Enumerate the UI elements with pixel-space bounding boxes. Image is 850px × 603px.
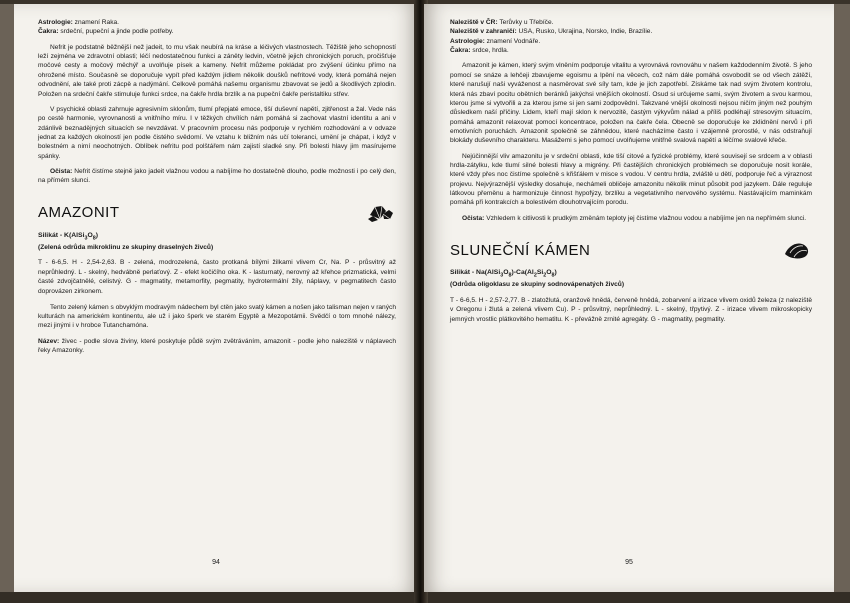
right-page-column [450, 18, 812, 324]
body-paragraph: Amazonit je kámen, který svým vlněním podporuje vitalitu a vyrovnává rovnováhu v našem každodenním životě. S jeho pomocí se snáze a lehčeji zbavujeme egoismu a lpění na věcech, což nám dále pomáhá osvobodit se od všech zátěží, které narušují naši vyváženost a nasměrovat své síly tam, kde je jich zapotřebí. Získáme tak nad svým životem kontrolu, která nás zbaví pocitu obětních beránků jakýchsi vnějších okolností. Osud si určujeme sami, svým životem a svou karmou, kterou jsme si vytvořili a za kterou jsme si jen sami zodpovědní. Takzvané vnější okolnosti nejsou ničím jiným než pouhým důsledkem naší příčiny. Lidem, kteří mají sklon k nervozitě, častým výkyvům nálad a příliš podléhají stresovým situacím, pomáhá amazonit relaxovat pomocí koncentrace, položen na čakře čela. Obecně se doporučuje ke zklidnění nervů i při emotivních poruchách. Amazonit společně se záhnědou, které nacházíme často i vzájemně prorostlé, v nás odstraňují blokády duševního charakteru. Masážemi s jeho pomocí uvolňujeme vnitřně svalová napětí a léčíme svalové křeče. [450, 62, 812, 145]
chakra-line [450, 46, 812, 55]
astrology-label: Astrologie: [450, 37, 485, 45]
astrology-line [450, 37, 812, 46]
body-paragraph: Tento zelený kámen s obvyklým modravým nádechem byl ctěn jako svatý kámen a nošen jako talisman nejen v raných kulturách na americkém kontinentu, ale už i jako šperk ve starém Egyptě a Mezopotámii. Svědčí o tom mnohé nálezy, mezi jinými i v hrobce Tutanchamóna. [38, 303, 396, 330]
astrology-value: znamení Vodnáře. [484, 37, 541, 45]
right-page [424, 4, 834, 592]
astrology-label: Astrologie: [38, 19, 73, 26]
mineral-properties: T - 6-6,5. H - 2,54-2,63. B - zelená, modrozelená, často protkaná bílými žilkami vlivem Cr, Na. P - průsvitný až neprůhledný. L - skelný, hedvábně perlaťový. Z - efekt kočičího oka. K - lasturnatý, nerovný až křehce prizmatická, velmi časté zdvojčatnělé, celistvý. G - magmatity, metamorfity, pegmatity, hydrotermální žíly, náplavy, v pegmatitech často doprovázen zirkonem. [38, 259, 396, 296]
locality-abroad-line [450, 27, 812, 36]
care-note [38, 167, 396, 186]
mineral-formula: Silikát - $K(AlSi_3O_8)$ [38, 231, 99, 242]
locality-cz-line [450, 18, 812, 27]
left-page [14, 4, 418, 592]
page-number-right: 95 [625, 559, 633, 566]
body-paragraph: Nejúčinnější vliv amazonitu je v srdeční oblasti, kde tiší citové a fyzické problémy, které souvisejí se srdcem a v oblasti hrdla-zátylku, kde tlumí silné bolesti hlavy a migrény. Při častějších chronických problémech se doporučuje nosit korále, které vždy přes noc čistíme společně s křišťálem v misce s vodou. V centru hrdla, zvláště u dětí, podporuje řeč a výraznost projevu. Nejvýraznější výsledky dosahuje, nechámeli obličeje amazonitu několik minut působit pod jazykem. Dále reguluje látkovou přeměnu a harmonizuje činnost hypofýzy, brzlíku a vegetativního nervového systému. Nastávajícím maminkám pomáhá při kontrakcích a bolestivém dlouhotrvajícím porodu. [450, 152, 812, 207]
locality-cz-value: Terůvky u Třebíče. [497, 19, 554, 26]
chakra-line [38, 27, 396, 36]
page-number-left: 94 [212, 559, 220, 566]
care-text: Vzhledem k citlivosti k prudkým změnám teploty jej čistíme vlažnou vodou a nabíjíme jen na nepřímém slunci. [484, 214, 807, 222]
care-note [450, 214, 812, 223]
mineral-properties: T - 6-6,5. H - 2,57-2,77. B - zlatožlutá, oranžově hnědá, červeně hnědá, zobarvení a irizace vlivem oxidů železa (z naleziště v Oregonu i žlutá a zelená vlivem Cu). P - průsvitný, neprůhledný. L - skelný, třpytivý. Z - irizace vlivem mikroskopicky jemných vrostlic plátkovitého hematitu. K - převážně zrnité agregáty. G - magmatity, pegmatity. [450, 296, 812, 323]
body-paragraph: Nefrit je podstatně běžnější než jadeit, to mu však neubírá na kráse a léčivých vlastnostech. Těžiště jeho schopností leží zejména ve zdravotní oblasti; léčí nedostatečnou funkci a záněty ledvin, včetně jejich chronických poruch, pročišťuje močové cesty a močový měchýř a uvolňuje písek a kameny. Nefrit můžeme pokládat pro zvýšení účinku přímo na ohrožené místo. Současně se doporučuje vypít před každým jídlem několik doušků nefritové vody, která pomáhá nejen odvodnění, ale také proti zácpě a nadýmání. Celkově pomáhá našemu organismu zbavovat se jedů a škodlivých zplodin. Položen na srdeční čakře stimuluje funkci srdce, na čakře hrdla brzlík a na pupeční čakře peristaltiku střev. [38, 43, 396, 98]
name-note [38, 337, 396, 356]
locality-abroad-value: USA, Rusko, Ukrajina, Norsko, Indie, Brazílie. [516, 28, 653, 36]
gemstone-icon [366, 202, 396, 224]
locality-cz-label: Naleziště v ČR: [450, 19, 498, 26]
chakra-value: srdce, hrdla. [470, 47, 509, 55]
amazonite-heading-row [38, 202, 396, 224]
care-label: Očista: [462, 214, 485, 222]
chakra-label: Čakra: [38, 28, 59, 36]
locality-abroad-label: Naleziště v zahraničí: [450, 28, 517, 36]
astrology-value: znamení Raka. [72, 19, 119, 26]
mineral-formula: Silikát - $Na(AlSi_3O_8)-Ca(Al_2Si_2O_8)$ [450, 269, 557, 279]
mineral-subtitle: (Odrůda oligoklasu ze skupiny sodnovápenatých živců) [450, 281, 625, 289]
sunstone-heading-row [450, 239, 812, 261]
astrology-line [38, 18, 396, 27]
mineral-subtitle: (Zelená odrůda mikroklinu ze skupiny draselných živců) [38, 243, 214, 251]
page-title: SLUNEČNÍ KÁMEN [450, 241, 591, 259]
name-note-label: Název: [38, 337, 60, 345]
chakra-label: Čakra: [450, 47, 471, 55]
page-title: AMAZONIT [38, 204, 120, 222]
name-note-text: živec - podle slova živiny, které poskytuje půdě svým zvětráváním, amazonit - podle jeho naleziště v náplavech řeky Amazonky. [38, 337, 396, 355]
care-text: Nefrit čistíme stejně jako jadeit vlažnou vodou a nabíjíme ho dostatečně dlouho, podle možnosti i po celý den, na přímém slunci. [38, 168, 396, 185]
body-paragraph: V psychické oblasti zahrnuje agresivním sklonům, tlumí přepjaté emoce, tiší duševní napětí, zjitřenost a žal. Vede nás po cestě harmonie, vyrovnanosti a vnitřního míru. I v těžkých chvílích nám pomáhá si zachovat vlastní identitu a ani v zdánlivě beznadějných situacích se nevzdávat. V pracovním procesu nás podporuje v rychlém rozhodování a v odvaze jednat za každých okolností jen podle čistého svědomí. Ve vztahu k bližním nás učí toleranci, umění je chápat, i když v bolestném a nimí neochotných. Oblíbek nefritu pod polštářem nám zajistí sladké sny. Při bolesti hlavy jim masírujeme spánky. [38, 105, 396, 160]
sun-gemstone-icon [782, 239, 812, 261]
left-page-column [38, 18, 396, 355]
care-label: Očista: [50, 168, 73, 176]
chakra-value: srdeční, pupeční a jinde podle potřeby. [58, 28, 174, 36]
